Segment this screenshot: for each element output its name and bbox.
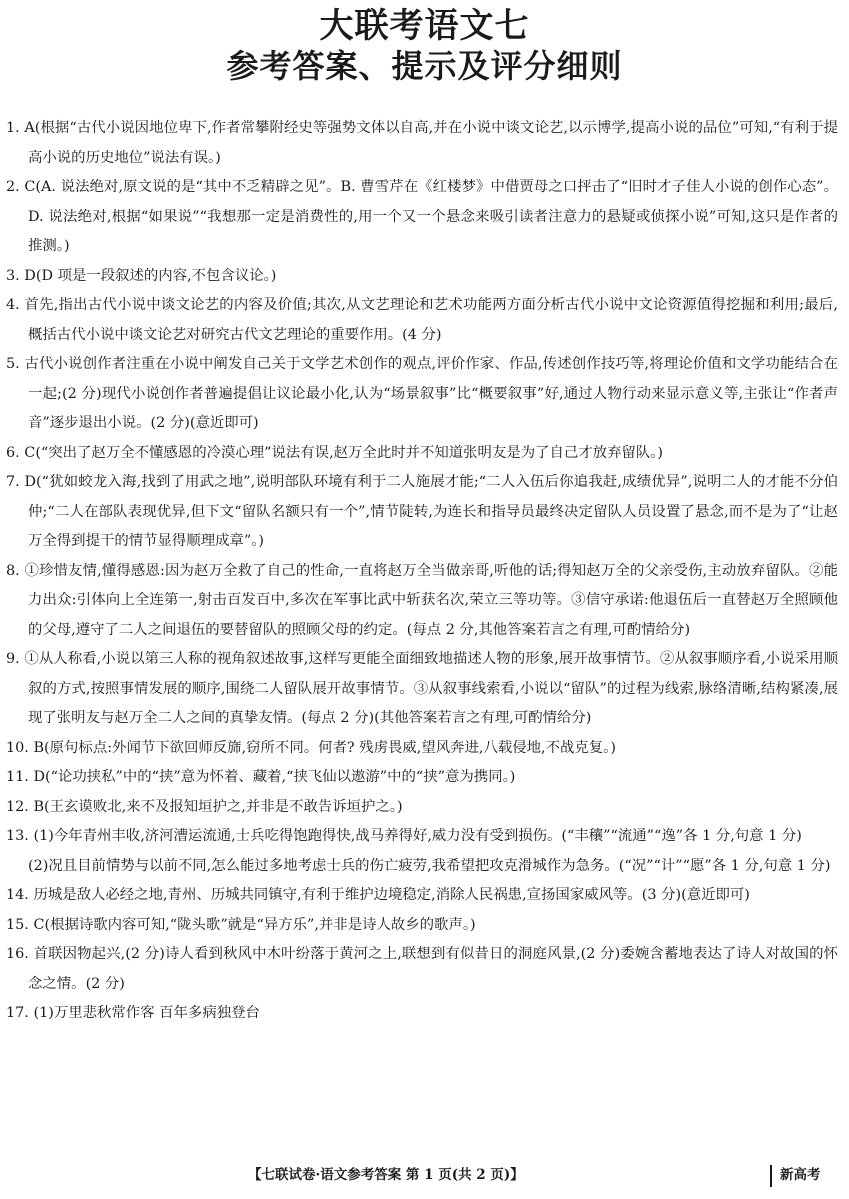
answer-item-11: 11. D(“论功挟私”中的“挟”意为怀着、藏着,“挟飞仙以遨游”中的“挟”意为携同。) xyxy=(6,769,516,785)
answer-item-8: 8. ①珍惜友情,懂得感恩:因为赵万全救了自己的性命,一直将赵万全当做亲哥,听他的话;得知赵万全的父亲受伤,主动放弃留队。②能力出众:引体向上全连第一,射击百发百中,多次在军事比武中斩获名次,荣立三等功等。③信守承诺:他退伍后一直替赵万全照顾他的父母,遵守了二人之间退伍的要替留队的照顾父母的约定。(每点 2 分,其他答案若言之有理,可酌情给分) xyxy=(6,562,838,638)
answer-item-13-part2: (2)况且目前情势与以前不同,怎么能过多地考虑士兵的伤亡疲劳,我希望把攻克滑城作为急务。(“况”“计”“愿”各 1 分,句意 1 分) xyxy=(28,857,831,874)
answer-item-5: 5. 古代小说创作者注重在小说中阐发自己关于文学艺术创作的观点,评价作家、作品,传述创作技巧等,将理论价值和文学功能结合在一起;(2 分)现代小说创作者普遍提倡让议论最小化,认为“场景叙事”比“概要叙事”好,通过人物行动来显示意义等,主张让“作者声音”逐步退出小说。(2 分)(意近即可) xyxy=(6,356,838,431)
answer-item-17: 17. (1)万里悲秋常作客 百年多病独登台 xyxy=(6,1005,260,1021)
footer-divider xyxy=(770,1165,772,1187)
answer-item-12: 12. B(王玄谟败北,来不及报知垣护之,并非是不敢告诉垣护之。) xyxy=(6,798,403,815)
footer-brand: 新高考 xyxy=(780,1167,821,1183)
page-footer xyxy=(0,1161,849,1189)
answer-item-7: 7. D(“犹如蛟龙入海,找到了用武之地”,说明部队环境有利于二人施展才能;“二人入伍后你追我赶,成绩优异”,说明二人的才能不分伯仲;“二人在部队表现优异,但下文“留队名额只有一个”,情节陡转,为连长和指导员最终决定留队人员设置了悬念,而不是为了“让赵万全得到提干的情节显得顺理成章”。) xyxy=(6,474,838,549)
page-subtitle: 参考答案、提示及评分细则 xyxy=(226,47,623,85)
answer-item-15: 15. C(根据诗歌内容可知,“陇头歌”就是“异方乐”,并非是诗人故乡的歌声。) xyxy=(6,916,476,933)
page-title: 大联考语文七 xyxy=(319,6,530,46)
answer-item-6: 6. C(“突出了赵万全不懂感恩的冷漠心理”说法有误,赵万全此时并不知道张明友是为了自己才放弃留队。) xyxy=(6,444,664,461)
answer-item-13-part1: 13. (1)今年青州丰收,济河漕运流通,士兵吃得饱跑得快,战马养得好,威力没有受到损伤。(“丰穰”“流通”“逸”各 1 分,句意 1 分) xyxy=(6,828,802,844)
answer-item-10: 10. B(原句标点:外闻节下欲回师反旆,窃所不同。何者? 残虏畏威,望风奔进,八载侵地,不战克复。) xyxy=(6,739,616,756)
answer-item-4: 4. 首先,指出古代小说中谈文论艺的内容及价值;其次,从文艺理论和艺术功能两方面分析古代小说中文论资源值得挖掘和利用;最后,概括古代小说中谈文论艺对研究古代文艺理论的重要作用。(4 分) xyxy=(6,297,838,343)
answer-item-14: 14. 历城是敌人必经之地,青州、历城共同镇守,有利于维护边境稳定,消除人民祸患,宣扬国家威风等。(3 分)(意近即可) xyxy=(6,887,750,903)
footer-page-info: 【七联试卷·语文参考答案 第 1 页(共 2 页)】 xyxy=(248,1167,524,1183)
answer-item-1: 1. A(根据“古代小说因地位卑下,作者常攀附经史等强势文体以自高,并在小说中谈文论艺,以示博学,提高小说的品位”可知,“有利于提高小说的历史地位”说法有误。) xyxy=(6,120,838,166)
answer-item-16: 16. 首联因物起兴,(2 分)诗人看到秋风中木叶纷落于黄河之上,联想到有似昔日的洞庭风景,(2 分)委婉含蓄地表达了诗人对故国的怀念之情。(2 分) xyxy=(6,946,838,992)
answer-item-3: 3. D(D 项是一段叙述的内容,不包含议论。) xyxy=(6,267,277,284)
answer-item-2: 2. C(A. 说法绝对,原文说的是“其中不乏精辟之见”。B. 曹雪芹在《红楼梦》中借贾母之口抨击了“旧时才子佳人小说的创作心态”。D. 说法绝对,根据“如果说”“我想那一定是消费性的,用一个又一个悬念来吸引读者注意力的悬疑或侦探小说”可知,这只是作者的推测。) xyxy=(6,179,838,254)
answer-item-9: 9. ①从人称看,小说以第三人称的视角叙述故事,这样写更能全面细致地描述人物的形象,展开故事情节。②从叙事顺序看,小说采用顺叙的方式,按照事情发展的顺序,围绕二人留队展开故事情节。③从叙事线索看,小说以“留队”的过程为线索,脉络清晰,结构紧凑,展现了张明友与赵万全二人之间的真挚友情。(每点 2 分)(其他答案若言之有理,可酌情给分) xyxy=(6,651,838,726)
answer-list xyxy=(6,114,838,1029)
